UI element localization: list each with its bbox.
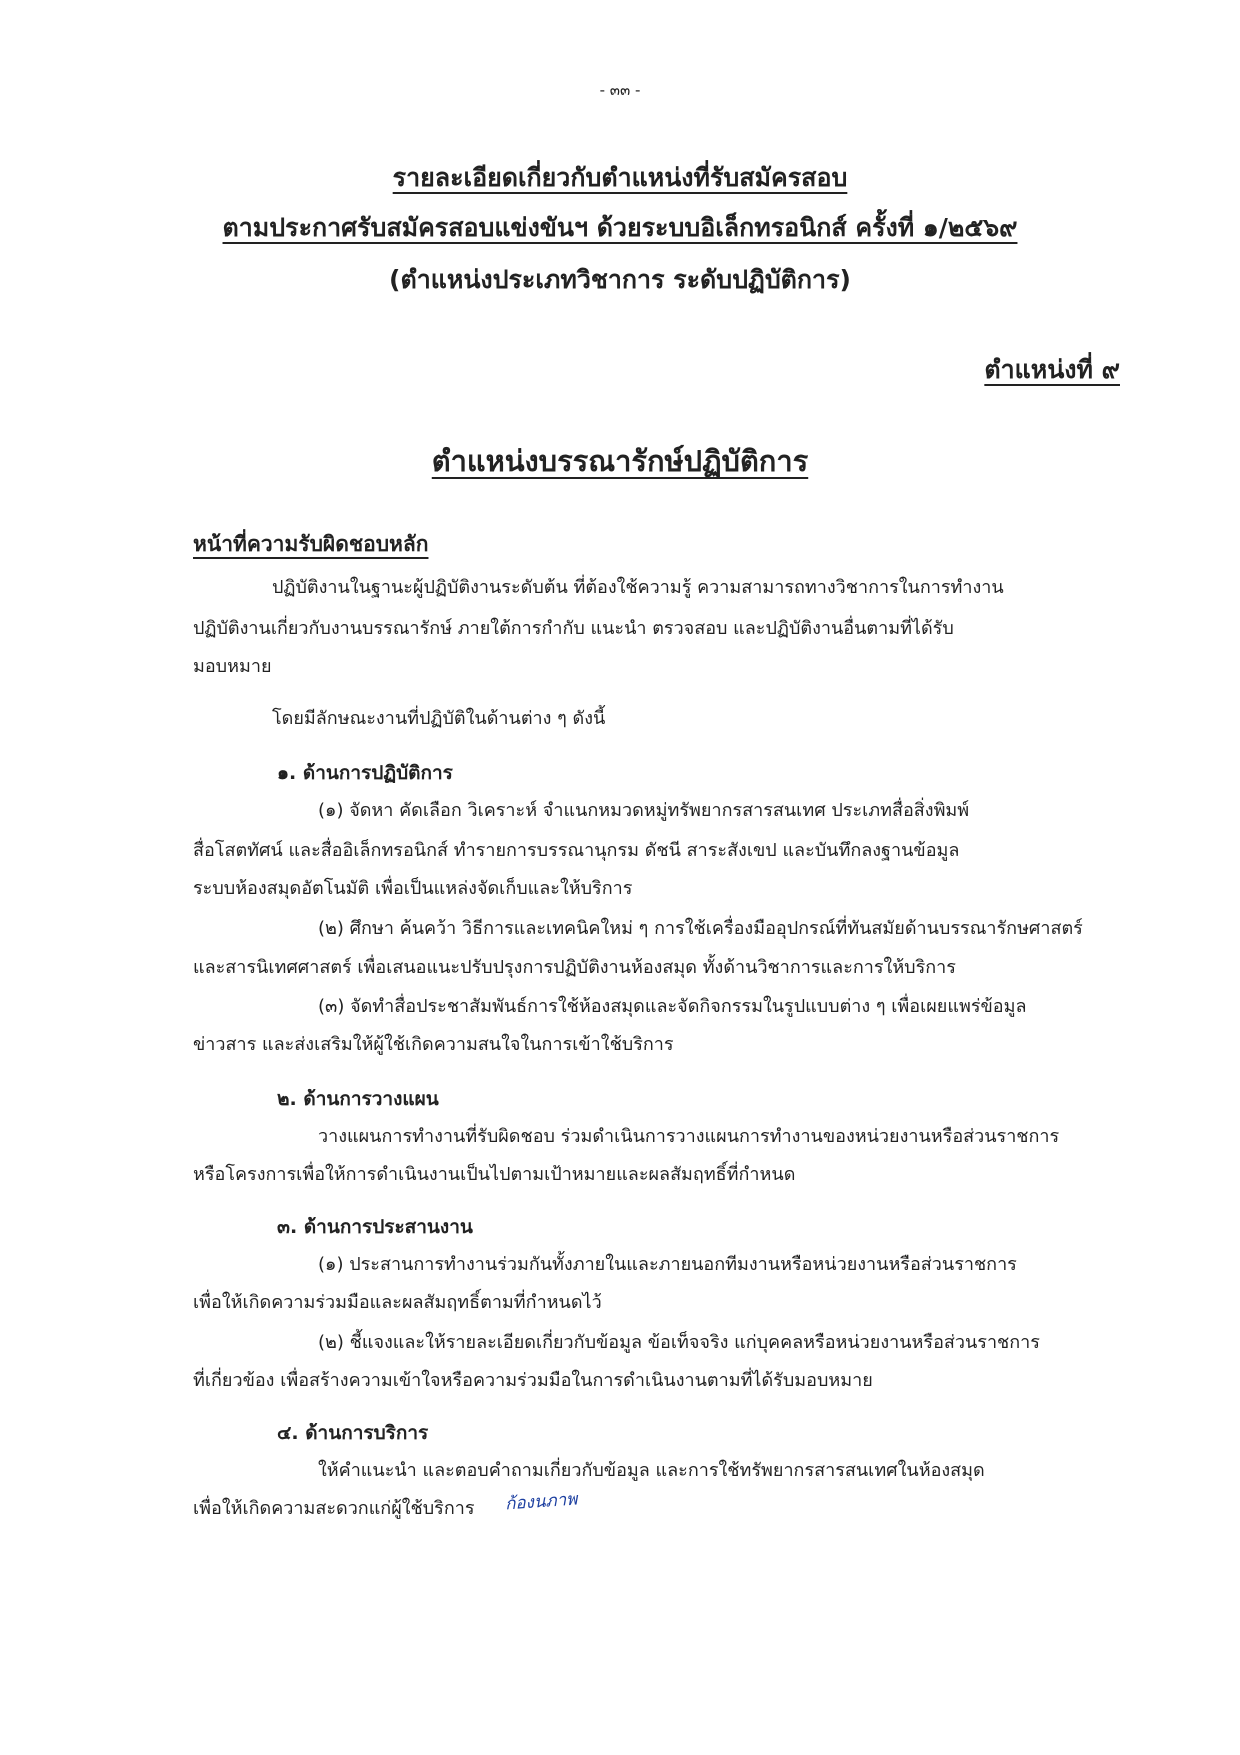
area-2-heading: ๒. ด้านการวางแผน	[277, 1088, 439, 1110]
area-1-heading: ๑. ด้านการปฏิบัติการ	[277, 762, 453, 784]
area-3-item-1-line-2: เพื่อให้เกิดความร่วมมือและผลสัมฤทธิ์ตามที่กำหนดไว้	[193, 1292, 602, 1313]
intro-line-1: ปฏิบัติงานในฐานะผู้ปฏิบัติงานระดับต้น ที่ต้องใช้ความรู้ ความสามารถทางวิชาการในการทำงาน	[272, 577, 1004, 598]
area-3-item-1-line-1: (๑) ประสานการทำงานร่วมกันทั้งภายในและภายนอกทีมงานหรือหน่วยงานหรือส่วนราชการ	[318, 1254, 1017, 1275]
area-1-item-3-line-1: (๓) จัดทำสื่อประชาสัมพันธ์การใช้ห้องสมุดและจัดกิจกรรมในรูปแบบต่าง ๆ เพื่อเผยแพร่ข้อมูล	[318, 996, 1027, 1017]
title-line-1: รายละเอียดเกี่ยวกับตำแหน่งที่รับสมัครสอบ	[392, 163, 848, 192]
area-1-item-1-line-3: ระบบห้องสมุดอัตโนมัติ เพื่อเป็นแหล่งจัดเก็บและให้บริการ	[193, 878, 633, 899]
area-4-heading: ๔. ด้านการบริการ	[277, 1422, 429, 1444]
handwritten-initials: ก้องนภาพ	[504, 1489, 579, 1515]
area-4-line-2: เพื่อให้เกิดความสะดวกแก่ผู้ใช้บริการ	[193, 1498, 475, 1519]
section-heading: หน้าที่ความรับผิดชอบหลัก	[193, 532, 429, 556]
intro-line-3: มอบหมาย	[193, 656, 272, 677]
position-name: ตำแหน่งบรรณารักษ์ปฏิบัติการ	[431, 444, 809, 478]
area-3-item-2-line-2: ที่เกี่ยวข้อง เพื่อสร้างความเข้าใจหรือความร่วมมือในการดำเนินงานตามที่ได้รับมอบหมาย	[193, 1370, 873, 1391]
area-2-line-1: วางแผนการทำงานที่รับผิดชอบ ร่วมดำเนินการวางแผนการทำงานของหน่วยงานหรือส่วนราชการ	[318, 1126, 1060, 1147]
lead-text: โดยมีลักษณะงานที่ปฏิบัติในด้านต่าง ๆ ดังนี้	[272, 708, 606, 729]
title-line-2: ตามประกาศรับสมัครสอบแข่งขันฯ ด้วยระบบอิเล็กทรอนิกส์ ครั้งที่ ๑/๒๕๖๙	[222, 213, 1018, 242]
area-1-item-1-line-1: (๑) จัดหา คัดเลือก วิเคราะห์ จำแนกหมวดหมู่ทรัพยากรสารสนเทศ ประเภทสื่อสิ่งพิมพ์	[318, 800, 970, 821]
page-number: - ๓๓ -	[599, 81, 641, 99]
area-3-item-2-line-1: (๒) ชี้แจงและให้รายละเอียดเกี่ยวกับข้อมูล ข้อเท็จจริง แก่บุคคลหรือหน่วยงานหรือส่วนราชการ	[318, 1332, 1040, 1353]
area-2-line-2: หรือโครงการเพื่อให้การดำเนินงานเป็นไปตามเป้าหมายและผลสัมฤทธิ์ที่กำหนด	[193, 1164, 796, 1185]
area-1-item-1-line-2: สื่อโสตทัศน์ และสื่ออิเล็กทรอนิกส์ ทำรายการบรรณานุกรม ดัชนี สาระสังเขป และบันทึกลงฐานข้อมูล	[193, 840, 960, 861]
area-1-item-2-line-2: และสารนิเทศศาสตร์ เพื่อเสนอแนะปรับปรุงการปฏิบัติงานห้องสมุด ทั้งด้านวิชาการและการให้บริการ	[193, 957, 956, 978]
position-number: ตำแหน่งที่ ๙	[984, 355, 1120, 384]
title-line-3: (ตำแหน่งประเภทวิชาการ ระดับปฏิบัติการ)	[389, 265, 851, 294]
area-3-heading: ๓. ด้านการประสานงาน	[277, 1216, 473, 1238]
area-4-line-1: ให้คำแนะนำ และตอบคำถามเกี่ยวกับข้อมูล และการใช้ทรัพยากรสารสนเทศในห้องสมุด	[318, 1460, 985, 1481]
intro-line-2: ปฏิบัติงานเกี่ยวกับงานบรรณารักษ์ ภายใต้การกำกับ แนะนำ ตรวจสอบ และปฏิบัติงานอื่นตามที่ได้รับ	[193, 618, 954, 639]
area-1-item-2-line-1: (๒) ศึกษา ค้นคว้า วิธีการและเทคนิคใหม่ ๆ การใช้เครื่องมืออุปกรณ์ที่ทันสมัยด้านบรรณารักษศาสตร์	[318, 918, 1083, 939]
area-1-item-3-line-2: ข่าวสาร และส่งเสริมให้ผู้ใช้เกิดความสนใจในการเข้าใช้บริการ	[193, 1034, 674, 1055]
